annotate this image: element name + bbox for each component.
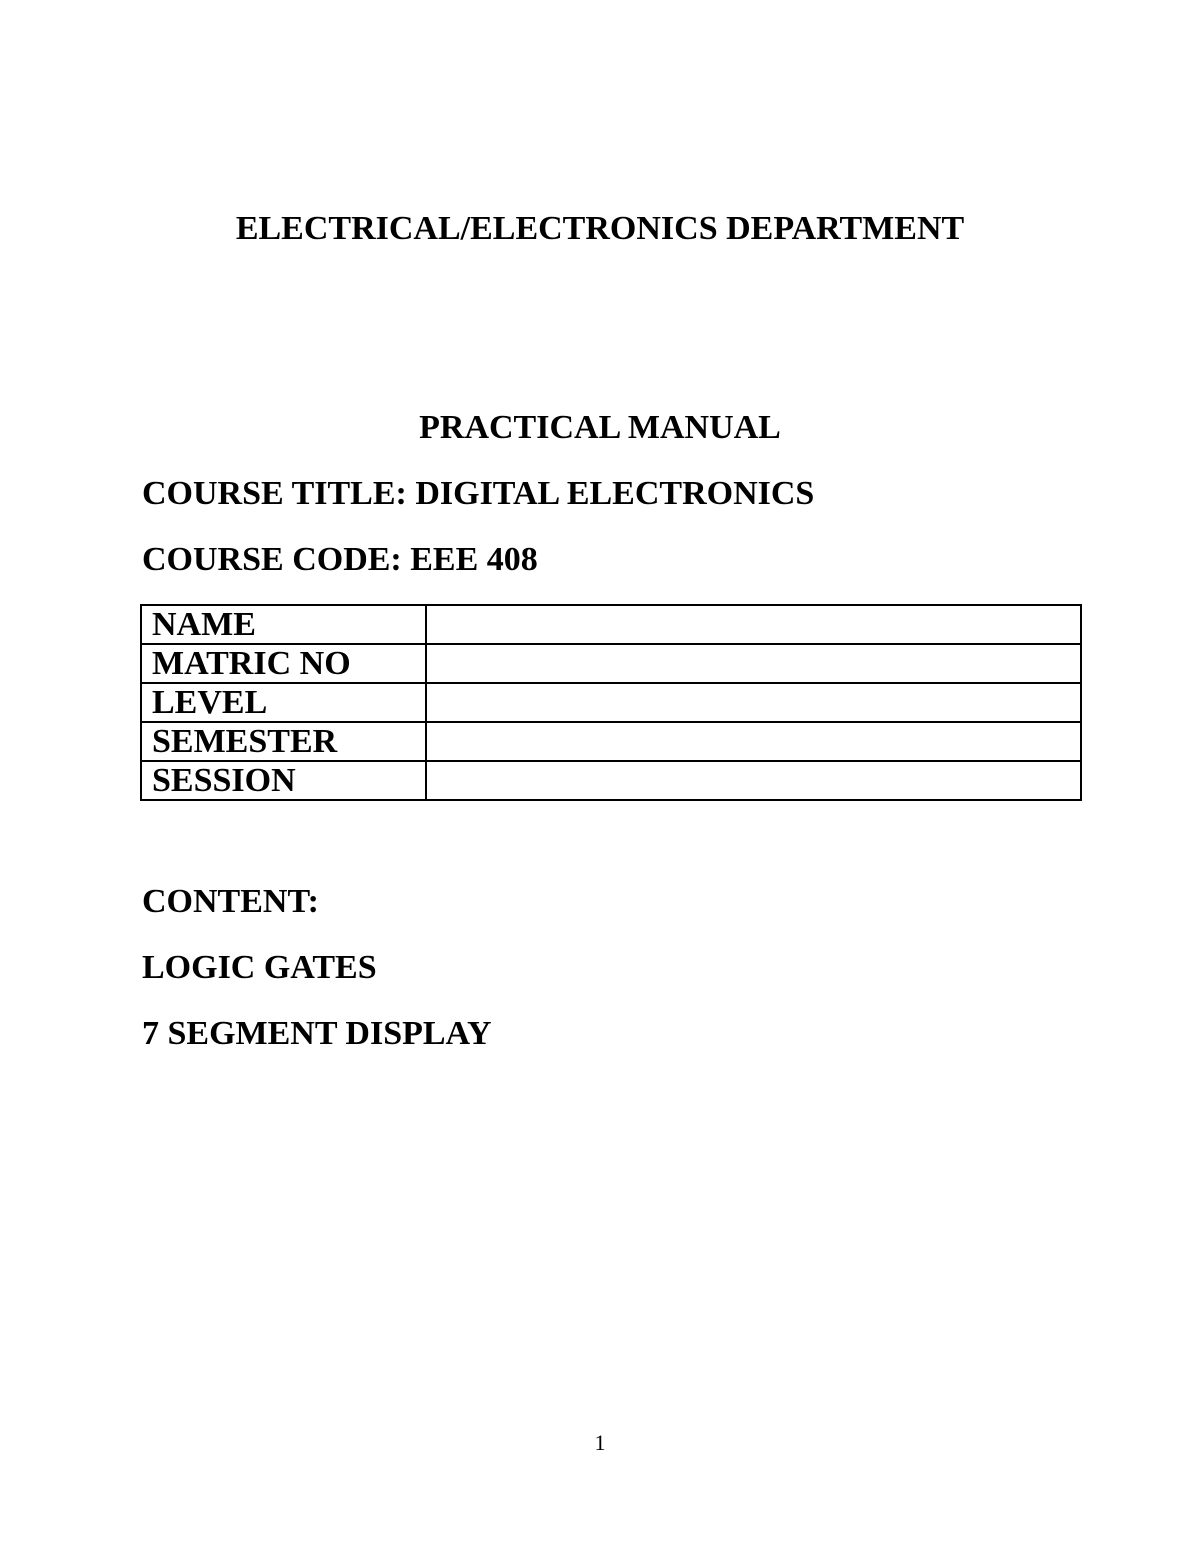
session-value[interactable] [426, 761, 1081, 800]
table-row [141, 605, 1081, 644]
table-row [141, 683, 1081, 722]
department-heading: ELECTRICAL/ELECTRONICS DEPARTMENT [235, 210, 965, 247]
semester-label: SEMESTER [141, 722, 426, 761]
semester-value[interactable] [426, 722, 1081, 761]
student-info-table [140, 604, 1082, 801]
page-number: 1 [594, 1430, 606, 1455]
level-label: LEVEL [141, 683, 426, 722]
table-row [141, 644, 1081, 683]
content-heading: CONTENT: [142, 883, 319, 920]
table-row [141, 761, 1081, 800]
session-label: SESSION [141, 761, 426, 800]
table-row [141, 722, 1081, 761]
manual-title: PRACTICAL MANUAL [419, 409, 781, 446]
name-value[interactable] [426, 605, 1081, 644]
matric-no-label: MATRIC NO [141, 644, 426, 683]
matric-no-value[interactable] [426, 644, 1081, 683]
content-item-seven-segment-display: 7 SEGMENT DISPLAY [142, 1015, 492, 1052]
content-item-logic-gates: LOGIC GATES [142, 949, 377, 986]
name-label: NAME [141, 605, 426, 644]
level-value[interactable] [426, 683, 1081, 722]
course-code: COURSE CODE: EEE 408 [142, 541, 538, 578]
course-title: COURSE TITLE: DIGITAL ELECTRONICS [142, 475, 815, 512]
